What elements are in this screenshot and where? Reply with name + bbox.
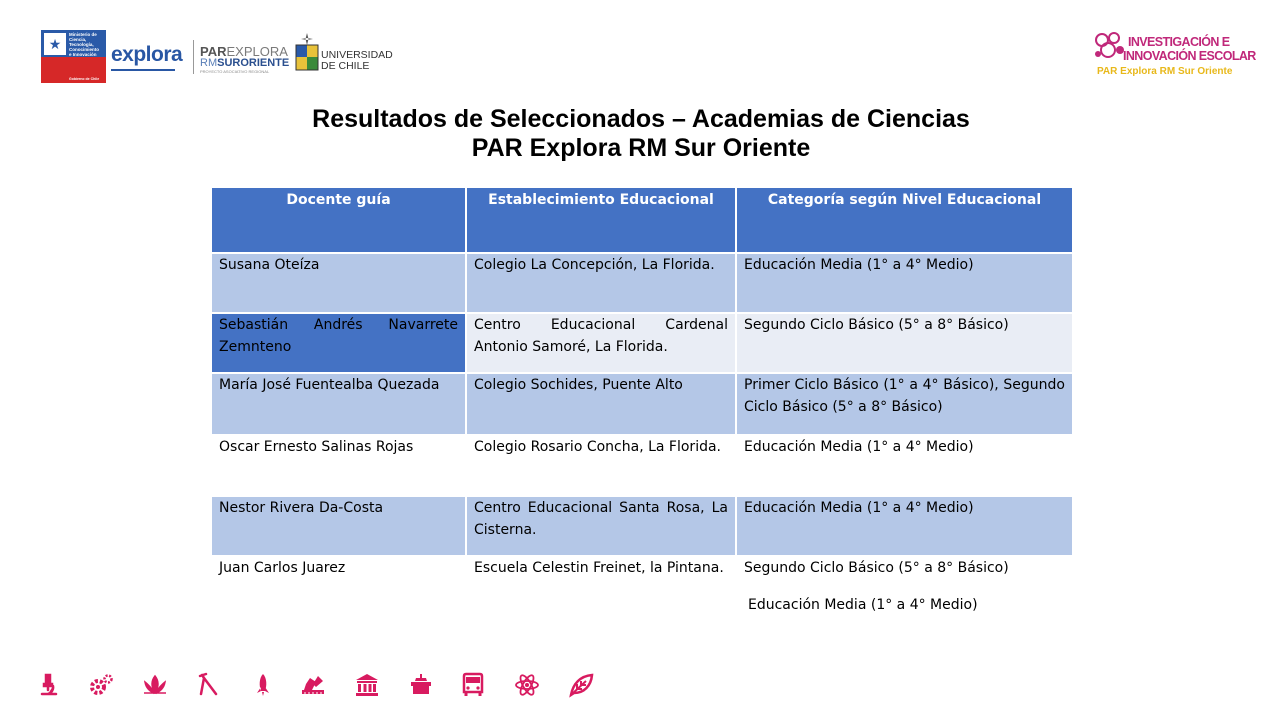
uchile-crest-icon <box>295 31 319 71</box>
par-mid-bold: SURORIENTE <box>217 57 290 69</box>
cell-establecimiento: Centro Educacional Cardenal Antonio Samoré, La Florida. <box>466 313 736 373</box>
ministry-footer: Gobierno de Chile <box>69 77 100 81</box>
inv-line3: PAR Explora RM Sur Oriente <box>1097 66 1233 77</box>
bus-icon <box>460 672 486 698</box>
compass-icon <box>196 672 222 698</box>
cell-establecimiento: Escuela Celestin Freinet, la Pintana. <box>466 556 736 626</box>
atom-icon <box>514 672 540 698</box>
rocket-icon <box>250 672 276 698</box>
ministry-line: Ciencia, <box>69 37 87 42</box>
header-docente: Docente guía <box>211 187 466 253</box>
cell-establecimiento: Colegio Rosario Concha, La Florida. <box>466 435 736 496</box>
header-categoria: Categoría según Nivel Educacional <box>736 187 1073 253</box>
cell-docente: Susana Oteíza <box>211 253 466 313</box>
logo-divider <box>193 40 194 74</box>
par-top: EXPLORA <box>226 44 288 59</box>
par-explora-logo <box>200 45 289 75</box>
results-table <box>210 186 1074 627</box>
inv-line1: INVESTIGACIÓN E <box>1128 35 1230 49</box>
pen-ruler-icon <box>300 672 326 698</box>
page-title: Resultados de Seleccionados – Academias de Ciencias <box>312 105 970 133</box>
star-icon: ★ <box>44 33 66 55</box>
inv-line2: INNOVACIÓN ESCOLAR <box>1123 49 1256 63</box>
cell-docente: Oscar Ernesto Salinas Rojas <box>211 435 466 496</box>
museum-icon <box>354 672 380 698</box>
par-mid: RM <box>200 57 218 69</box>
table-row <box>211 373 1073 435</box>
cell-establecimiento: Centro Educacional Santa Rosa, La Cisterna. <box>466 496 736 556</box>
table-row <box>211 313 1073 373</box>
cell-establecimiento: Colegio La Concepción, La Florida. <box>466 253 736 313</box>
page-subtitle: PAR Explora RM Sur Oriente <box>471 134 811 162</box>
gears-icon <box>88 672 114 698</box>
cell-categoria: Segundo Ciclo Básico (5° a 8° Básico) <box>736 313 1073 373</box>
explora-logo: explora <box>111 43 183 66</box>
cell-categoria: Primer Ciclo Básico (1° a 4° Básico), Segundo Ciclo Básico (5° a 8° Básico) <box>736 373 1073 435</box>
table-row <box>211 253 1073 313</box>
ministry-line: Ministerio de <box>69 32 97 37</box>
uchile-line: UNIVERSIDAD <box>321 49 393 61</box>
investigacion-logo <box>1092 28 1256 80</box>
table-row <box>211 556 1073 626</box>
leaf-icon <box>568 672 594 698</box>
cell-categoria: Educación Media (1° a 4° Medio) <box>736 435 1073 496</box>
cell-establecimiento: Colegio Sochides, Puente Alto <box>466 373 736 435</box>
explora-underline <box>111 69 175 71</box>
cell-categoria: Educación Media (1° a 4° Medio) <box>736 253 1073 313</box>
ministry-line: Conocimiento <box>69 47 99 52</box>
ministry-line: Tecnología, <box>69 42 94 47</box>
categoria-extra-line: Educación Media (1° a 4° Medio) <box>748 597 978 613</box>
uchile-line: DE CHILE <box>321 59 370 72</box>
par-small: PROYECTO ASOCIATIVO REGIONAL <box>200 69 270 74</box>
lotus-icon <box>142 672 168 698</box>
cell-docente: Nestor Rivera Da-Costa <box>211 496 466 556</box>
table-row <box>211 496 1073 556</box>
table-header-row <box>211 187 1073 253</box>
categoria-line: Segundo Ciclo Básico (5° a 8° Básico) <box>744 560 1009 576</box>
header-establecimiento: Establecimiento Educacional <box>466 187 736 253</box>
ministry-logo <box>41 30 106 83</box>
cell-docente: María José Fuentealba Quezada <box>211 373 466 435</box>
microscope-icon <box>36 672 62 698</box>
table-row <box>211 435 1073 496</box>
lectern-icon <box>408 672 434 698</box>
cell-docente: Juan Carlos Juarez <box>211 556 466 626</box>
cell-docente: Sebastián Andrés Navarrete Zemnteno <box>211 313 466 373</box>
par-top-bold: PAR <box>200 44 227 59</box>
cell-categoria <box>736 556 1073 626</box>
uchile-logo-text <box>321 50 393 71</box>
ministry-line: e Innovación <box>69 52 97 57</box>
cell-categoria: Educación Media (1° a 4° Medio) <box>736 496 1073 556</box>
